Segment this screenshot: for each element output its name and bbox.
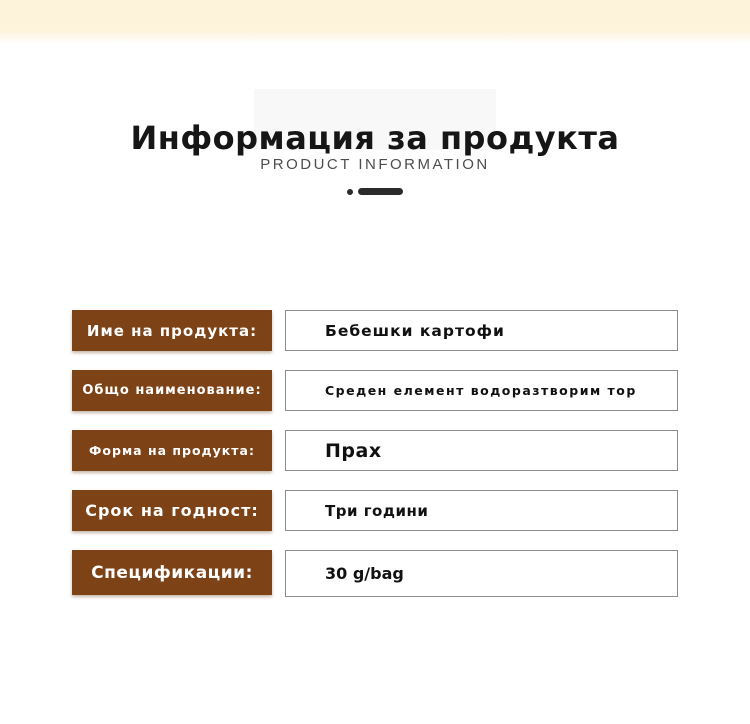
spec-label-shelf-life: Срок на годност: [72, 490, 272, 531]
page-subtitle: PRODUCT INFORMATION [260, 156, 490, 173]
table-row [72, 430, 678, 471]
table-row [72, 310, 678, 351]
spec-value-product-name: Бебешки картофи [285, 310, 678, 351]
spec-value-common-name: Среден елемент водоразтворим тор [285, 370, 678, 411]
page-title: Информация за продукта [130, 119, 620, 158]
spec-value-shelf-life: Три години [285, 490, 678, 531]
divider-dash-icon [358, 188, 403, 195]
spec-table [72, 310, 678, 614]
top-cream-banner [0, 0, 750, 46]
spec-label-product-name: Име на продукта: [72, 310, 272, 351]
divider [0, 188, 750, 195]
table-row [72, 550, 678, 595]
table-row [72, 370, 678, 411]
spec-label-common-name: Общо наименование: [72, 370, 272, 411]
spec-label-specifications: Спецификации: [72, 550, 272, 595]
divider-dot-icon [347, 189, 353, 195]
spec-value-product-form: Прах [285, 430, 678, 471]
spec-label-product-form: Форма на продукта: [72, 430, 272, 471]
spec-value-specifications: 30 g/bag [285, 550, 678, 597]
table-row [72, 490, 678, 531]
